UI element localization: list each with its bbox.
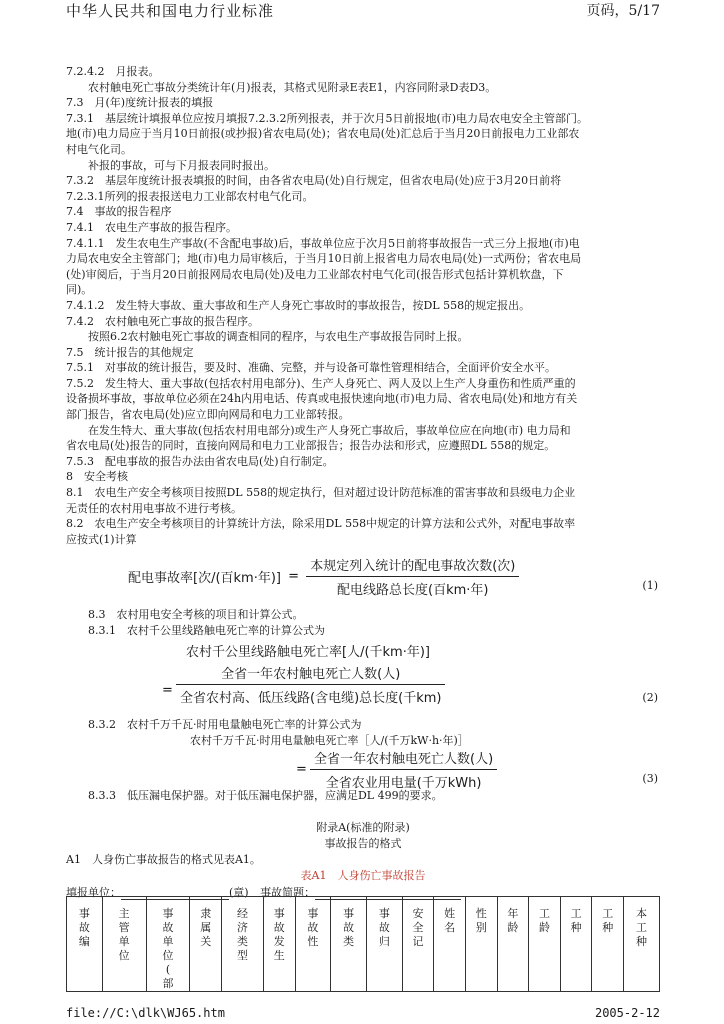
col-header: 事 故 类 [331, 897, 367, 992]
formula-3 [66, 732, 660, 792]
formula-2-denominator: 全省农村高、低压线路(含电缆)总长度(千km) [180, 690, 442, 706]
formula-2-numerator: 全省一年农村触电死亡人数(人) [176, 663, 445, 685]
text-line: 无责任的农村用电事故不进行考核。 [66, 501, 242, 515]
col-header: 事 故 编 [67, 897, 103, 992]
section-8-3: 8.3 农村用电安全考核的项目和计算公式。 [66, 608, 304, 622]
formula-1-numerator: 本规定列入统计的配电事故次数(次) [306, 555, 519, 577]
col-header: 隶 属 关 [190, 897, 222, 992]
col-header: 主 管 单 位 [102, 897, 146, 992]
page-footer [66, 1006, 660, 1020]
equation-number-1: (1) [642, 579, 658, 593]
col-header: 工 种 [560, 897, 592, 992]
text-line: 7.2.3.1所列的报表报送电力工业部农村电气化司。 [66, 189, 314, 203]
text-line: 8.1 农电生产安全考核项目按照DL 558的规定执行，但对超过设计防范标准的雷害事故和县级电力企业 [66, 486, 576, 500]
text-line: 7.5.2 发生特大、重大事故(包括农村用电部分)、生产人身死亡、两人及以上生产人身重伤和性质严重的 [66, 376, 576, 390]
col-header: 事 故 单 位 ( 部 [146, 897, 190, 992]
text-line: 7.3 月(年)度统计报表的填报 [66, 96, 214, 110]
page-header [0, 0, 724, 24]
col-header: 工 龄 [529, 897, 561, 992]
text-line: 7.2.4.2 月报表。 [66, 65, 160, 78]
formula-1 [66, 555, 660, 605]
formula-3-numerator: 全省一年农村触电死亡人数(人) [310, 748, 497, 770]
appendix-a1: A1 人身伤亡事故报告的格式见表A1。 [66, 853, 261, 866]
text-line: 7.4.2 农村触电死亡事故的报告程序。 [66, 314, 259, 328]
formula-3-fraction [310, 748, 497, 791]
col-header: 安 全 记 [402, 897, 434, 992]
col-header: 经 济 类 型 [222, 897, 264, 992]
short-title-label: 事故简题： [260, 885, 316, 899]
document-body [66, 64, 660, 804]
text-line: 补报的事故，可与下月报表同时报出。 [66, 158, 275, 172]
text-line: 7.4.1.2 发生特大事故、重大事故和生产人身死亡事故时的事故报告，按DL 558的规定报出。 [66, 298, 531, 312]
table-header-row [67, 897, 660, 992]
text-line: 村电气化司。 [66, 142, 132, 156]
formula-3-equals: = [296, 762, 307, 778]
section-8-3-1: 8.3.1 农村千公里线路触电死亡率的计算公式为 [66, 624, 325, 637]
text-line: 7.4.1.1 发生农电生产事故(不含配电事故)后，事故单位应于次月5日前将事故报告一式三分上报地(市)电 [66, 236, 580, 250]
text-line: 在发生特大、重大事故(包括农村用电部分)或生产人身死亡事故后，事故单位应在向地(市) 电力局和 [66, 423, 571, 437]
text-line: 7.5 统计报告的其他规定 [66, 345, 194, 359]
text-line: 8 安全考核 [66, 470, 128, 484]
col-header: 本 工 种 [624, 897, 660, 992]
file-path: file://C:\dlk\WJ65.htm [66, 1006, 225, 1020]
col-header: 工 种 [592, 897, 624, 992]
fill-unit-label: 填报单位： [66, 885, 121, 899]
text-line: 7.3.1 基层统计填报单位应按月填报7.2.3.2所列报表，并于次月5日前报地(市)电力局农电安全主管部门。 [66, 111, 589, 125]
section-8-3-3: 8.3.3 低压漏电保护器。对于低压漏电保护器，应满足DL 499的要求。 [66, 789, 443, 803]
text-line: 地(市)电力局应于当月10日前报(或抄报)省农电局(处)；省农电局(处)汇总后于当月20日前报电力工业部农 [66, 127, 580, 141]
text-line: 7.4 事故的报告程序 [66, 205, 172, 219]
page-number: 页码，5/17 [586, 3, 660, 19]
appendix-a [66, 820, 660, 900]
formula-2-lhs: 农村千公里线路触电死亡率[人/(千km·年)] [186, 644, 430, 660]
formula-1-equals: = [288, 569, 300, 585]
col-header: 事 故 归 [367, 897, 403, 992]
formula-1-lhs: 配电事故率[次/(百km·年)] [128, 571, 281, 587]
accident-report-table [66, 896, 660, 992]
text-line: 设备损坏事故，事故单位必须在24h内用电话、传真或电报快速向地(市)电力局、省农电局(处)和地方有关 [66, 392, 578, 406]
equation-number-3: (3) [642, 772, 658, 786]
appendix-title: 附录A(标准的附录) [316, 821, 410, 834]
text-line: 同)。 [66, 283, 93, 297]
formula-2-equals: = [162, 682, 173, 698]
text-line: 应按式(1)计算 [66, 532, 137, 546]
text-line: 省农电局(处)报告的同时，直接向网局和电力工业部报告；报告办法和形式，应遵照DL 558的规定。 [66, 439, 556, 453]
equation-number-2: (2) [642, 690, 658, 704]
text-line: 力局农电安全主管部门；地(市)电力局审核后，于当月10日前上报省电力局农电局(处)一式两份；省农电局 [66, 252, 582, 266]
text-line: (处)审阅后，于当月20日前报网局农电局(处)及电力工业部农村电气化司(报告形式包括计算机软盘，下 [66, 267, 564, 281]
standard-title: 中华人民共和国电力行业标准 [66, 2, 275, 20]
print-date: 2005-2-12 [594, 1006, 660, 1020]
col-header: 年 龄 [497, 897, 529, 992]
text-line: 7.4.1 农电生产事故的报告程序。 [66, 220, 237, 234]
formula-1-denominator: 配电线路总长度(百km·年) [337, 583, 489, 599]
appendix-subtitle: 事故报告的格式 [324, 837, 402, 850]
text-line: 7.5.3 配电事故的报告办法由省农电局(处)自行制定。 [66, 454, 334, 468]
text-line: 7.5.1 对事故的统计报告，要及时、准确、完整，并与设备可靠性管理相结合，全面评价安全水平。 [66, 361, 556, 375]
text-line: 按照6.2农村触电死亡事故的调查相同的程序，与农电生产事故报告同时上报。 [66, 330, 469, 344]
col-header: 事 故 性 [295, 897, 331, 992]
formula-2 [66, 639, 660, 717]
formula-1-fraction [306, 555, 519, 598]
section-8-3-2: 8.3.2 农村千万千瓦·时用电量触电死亡率的计算公式为 [66, 717, 362, 731]
formula-3-lhs: 农村千万千瓦·时用电量触电死亡率［人/(千万kW·h·年)］ [190, 734, 469, 748]
text-line: 7.3.2 基层年度统计报表填报的时间，由各省农电局(处)自行规定，但省农电局(处)应于3月20日前将 [66, 174, 562, 188]
col-header: 性 别 [465, 897, 497, 992]
col-header: 姓 名 [434, 897, 466, 992]
col-header: 事 故 发 生 [263, 897, 295, 992]
text-line: 8.2 农电生产安全考核项目的计算统计方法，除采用DL 558中规定的计算方法和公式外，对配电事故率 [66, 517, 576, 531]
body-text [66, 64, 660, 547]
text-line: 农村触电死亡事故分类统计年(月)报表，其格式见附录E表E1，内容同附录D表D3。 [66, 80, 497, 94]
text-line: 部门报告，省农电局(处)应立即向网局和电力工业部转报。 [66, 408, 350, 422]
stamp-label: (章) [229, 885, 249, 899]
formula-3-denominator: 全省农业用电量(千万kWh) [325, 776, 482, 792]
formula-2-fraction [176, 663, 445, 706]
table-a1-title: 表A1 人身伤亡事故报告 [300, 868, 426, 882]
